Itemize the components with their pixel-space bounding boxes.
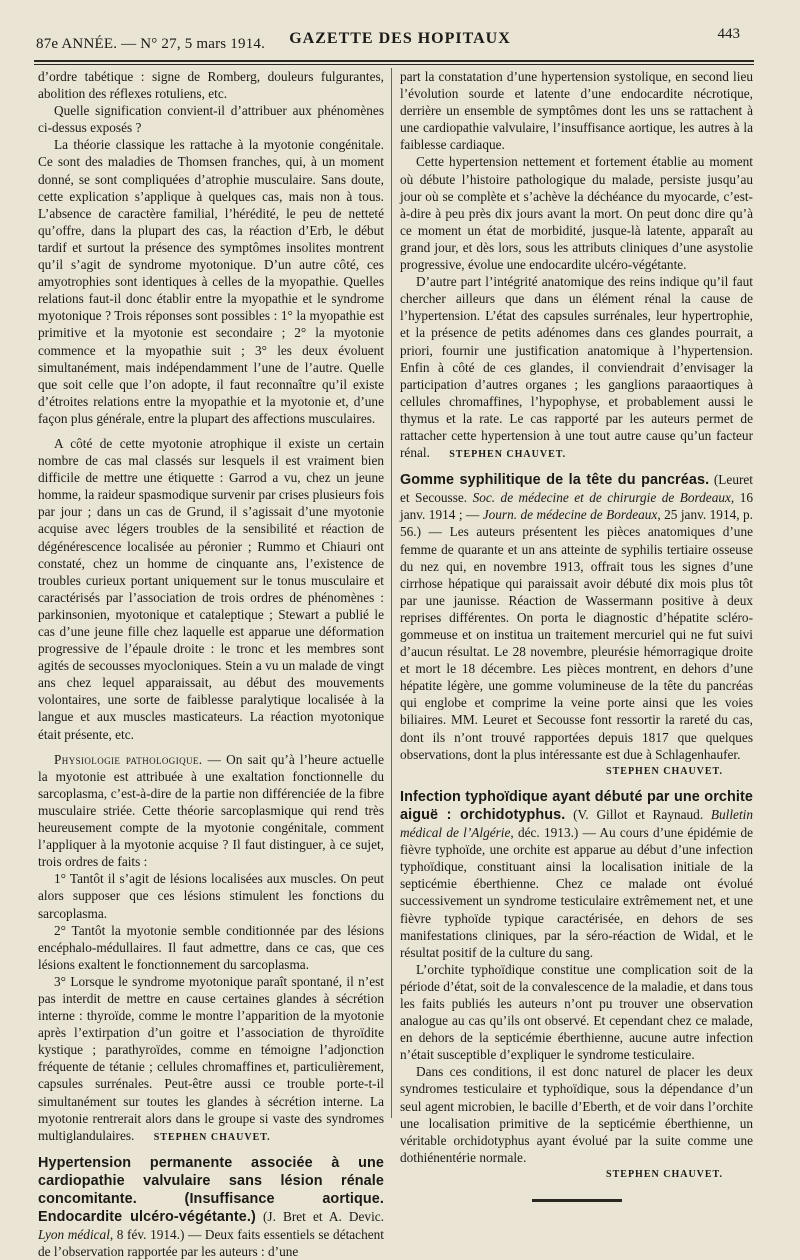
paragraph-text: , déc. 1913.) — Au cours d’une épidémie de fièvre typhoïde, une orchite est apparue au début d’une infection typhoïdique, constituant ainsi la localisation initiale de la septicémie éberthienne. Chez ce malade ont évolué successivement un syndrome testiculaire extrêmement net, et une fièvre typhoïde typique caractérisée, en dehors de ses manifestations cliniques, par la séro-réaction de Widal, et le résultat positif de la culture du sang. [400, 825, 753, 960]
paragraph: Dans ces conditions, il est donc naturel de placer les deux syndromes testiculaire et typhoïdique, sous la dépendance d’un seul agent microbien, le bacille d’Eberth, et de voir dans l’orchite une localisation primitive de la septicémie éberthienne, un véritable orchidotyphus ayant évolué par la suite comme une dothiénentérie normale. [400, 1064, 753, 1165]
paragraph-text: , 8 fév. 1914.) — Deux faits essentiels se détachent de l’observation rapportée par les auteurs : d’une [38, 1227, 384, 1260]
left-column [38, 68, 384, 1260]
section-label: Physiologie pathologique. [54, 751, 203, 767]
author-signature: STEPHEN CHAUVET. [606, 1168, 723, 1180]
article-abstract [38, 1154, 384, 1260]
paragraph-text: , 16 janv. 1914 ; — [400, 490, 753, 523]
issue-info: 87e ANNÉE. — N° 27, 5 mars 1914. [36, 36, 266, 52]
header-rule-thick [34, 60, 754, 62]
column-divider [391, 68, 392, 1118]
paragraph: A côté de cette myotonie atrophique il existe un certain nombre de cas mal classés sur lesquels il est vraiment bien difficile de mettre une étiquette : Garrod a vu, chez un jeune homme, la raideur spasmodique survenir par crises plusieurs fois par jour ; dans un cas de Grund, il s’agissait d’une myotonie acquise avec légers troubles de la sensibilité et réaction de dégénérescence localisée au péronier ; Rummo et Chiauri ont constaté, chez un homme de cinquante ans, l’existence de troubles curieux portant uniquement sur le tonus musculaire et caractérisés par l’association de trois ordres de phénomènes : parkinsonien, myotonique et cataleptique ; Stewart a publié le cas d’une jeune fille chez laquelle est apparue une déformation progressive de l’épaule droite : le tronc et les membres sont agités de secousses myocloniques. Stein a vu un malade de vingt ans chez lequel apparaissait, au début des mouvements volontaires, une sorte de faiblesse paralytique localisée à la langue et aux muscles masticateurs. La réaction myotonique était présente, etc. [38, 435, 384, 742]
paragraph: part la constatation d’une hypertension systolique, en second lieu l’évolution sourde et latente d’une endocardite nécrotique, derrière un ensemble de symptômes dont les uns se rattachent à une cardiopathie valvulaire, l’insuffisance aortique, les autres à la faiblesse cardiaque. [400, 69, 753, 153]
paragraph-text: 3° Lorsque le syndrome myotonique paraît spontané, il n’est pas interdit de mettre en cause certaines glandes à sécrétion interne : thyroïde, comme le montre l’apparition de la myotonie après l’extirpation d’un goitre et l’association de thyroïdite kystique ; parathyroïdes, comme en témoigne l’adjonction fréquente de tétanie ; cellules chromaffines et, particulièrement, capsules surrénales. Peut-être aussi ce trouble porte-t-il simultanément sur toutes les glandes à sécrétion interne. La myotonie rentrerait alors dans le groupe si vaste des syndromes multiglandulaires. [38, 973, 384, 1143]
paragraph: Cette hypertension nettement et fortement établie au moment où débute l’histoire pathologique du malade, persiste jusqu’au jour où se complète et s’achève la déchéance du myocarde, c’est-à-dire à peu près dix jours avant la mort. On peut donc dire qu’à ce moment un état de morbidité, jusque-là latente, apparaît au grand jour, et dès lors, sous les attributs cliniques d’une asystolie progressive, évolue une endocardite ulcéro-végétante. [400, 154, 753, 273]
page-number: 443 [717, 26, 740, 42]
paragraph: La théorie classique les rattache à la myotonie congénitale. Ce sont des maladies de Thomsen franches, qui, à un moment donné, se sont compliquées d’atrophie musculaire. Sans doute, cette explication s’applique à quelques cas, mais non à tous. L’absence de caractère familial, l’hérédité, le peu de netteté qu’offre, dans la plupart des cas, la réaction d’Erb, le début tardif et surtout la présence des symptômes insolites montrent qu’il s’agit de syndrome myotonique. D’un autre côté, ces amyotrophies sont identiques à celles de la myopathie. Quelles relations faut-il donc établir entre la myopathie et le syndrome myotonique ? Trois réponses sont possibles : 1° la myopathie est primitive et la myotonie est secondaire ; 2° la myotonie commence et la myopathie suit ; 3° les deux évoluent simultanément, mais indépendamment l’une de l’autre. Quelle que soit celle que l’on adopte, il faut reconnaître qu’il existe d’étroites relations entre la myopathie et la myotonie et, d’une façon plus générale, entre la plupart des affections musculaires. [38, 137, 384, 426]
paragraph: 2° Tantôt la myotonie semble conditionnée par des lésions encéphalo-médullaires. Il faut admettre, dans ce cas, que ces lésions exaltent le fonctionnement du sarcoplasma. [38, 922, 384, 972]
article-abstract [400, 788, 753, 961]
author-signature: STEPHEN CHAUVET. [606, 765, 723, 777]
author-signature: STEPHEN CHAUVET. [449, 449, 567, 461]
paragraph [38, 973, 384, 1146]
paragraph: L’orchite typhoïdique constitue une complication soit de la période d’état, soit de la convalescence de la maladie, et dans tous les faits publiés les auteurs n’ont pu trouver une observation analogue au cas qu’ils ont observé. Et cependant chez ce malade, en dehors de la septicémie éberthienne, aucune autre infection n’était susceptible d’expliquer le syndrome testiculaire. [400, 961, 753, 1063]
article-heading: Gomme syphilitique de la tête du pancréas. [400, 472, 710, 489]
paragraph [38, 751, 384, 871]
paragraph-text: , 25 janv. 1914, p. 56.) — Les auteurs présentent les pièces anatomiques d’une femme de quarante et un ans atteinte de syphilis tertiaire osseuse du nez qui, en novembre 1913, offrait tous les signes d’une cirrhose hépatique qui paraissait avoir débuté dix mois plus tôt par une jaunisse. Réaction de Wassermann positive à deux reprises différentes. On porta le diagnostic d’hépatite scléro-gommeuse et on institua un traitement mercuriel qui ne fut suivi d’aucun résultat. Le 28 novembre, pleurésie hémorragique droite et mort le 18 décembre. Les pièces montrent, en dehors d’une hépatite légère, une gomme volumineuse de la tête du pancréas qui englobe et comprime la veine porte ainsi que les voies biliaires. MM. Leuret et Secousse font ressortir la rareté du cas, dont ils n’ont trouvé rapportées depuis 1817 que quelques observations, dont la plus intéressante est due à Schlagenhaufer. [400, 507, 753, 762]
journal-name: Lyon médical [38, 1227, 110, 1243]
article-heading: Hypertension permanente associée à une cardiopathie valvulaire sans lésion rénale concomitante. (Insuffisance aortique. Endocardite ulcéro-végétante.) [38, 1154, 384, 1226]
article-authors: (V. Gillot et Raynaud. [565, 806, 711, 822]
paragraph-text: — On sait qu’à l’heure actuelle la myotonie est attribuée à une exaltation fonctionnelle du sarcoplasma, c’est-à-dire de la partie non différenciée de la fibre musculaire striée. Cette théorie sarcoplasmique qui rend très heureusement compte de la myotonie congénitale, comment l’appliquer à la myotonie acquise ? Il faut distinguer, à ce sujet, trois ordres de faits : [38, 751, 384, 870]
paragraph: 1° Tantôt il s’agit de lésions localisées aux muscles. On peut alors supposer que ces lésions stimulent les fonctions du sarcoplasma. [38, 871, 384, 921]
journal-name: Soc. de médecine et de chirurgie de Bordeaux [472, 490, 731, 506]
paragraph: d’ordre tabétique : signe de Romberg, douleurs fulgurantes, abolition des réflexes rotuliens, etc. [38, 69, 384, 102]
page-header [30, 26, 770, 56]
journal-title: GAZETTE DES HOPITAUX [289, 30, 511, 47]
journal-name: Bulletin médical de l’Algérie [400, 806, 753, 841]
paragraph-text: D’autre part l’intégrité anatomique des reins indique qu’il faut chercher ailleurs que dans un élément rénal la cause de l’hypertension. L’état des capsules surrénales, leur hypertrophie, et la présence de petits adénomes dans ces glandes pourrait, a priori, fournir une justification anatomique à l’hypertension. Enfin à côté de ces glandes, il conviendrait d’envisager la participation d’autres organes ; les ganglions paraaortiques à cellules chromaffines, l’hypophyse, et probablement aussi le thymus et la rate. Le cas rapporté par les auteurs permet de rattacher cette hypertension à une tout autre cause qu’un facteur rénal. [400, 274, 753, 461]
header-rule-thin [34, 64, 754, 65]
end-ornament-rule [532, 1199, 622, 1202]
paragraph: Quelle signification convient-il d’attribuer aux phénomènes ci-dessus exposés ? [38, 103, 384, 136]
article-heading: Infection typhoïdique ayant débuté par une orchite aiguë : orchidotyphus. [400, 788, 753, 823]
journal-name: Journ. de médecine de Bordeaux [482, 507, 658, 523]
article-abstract [400, 471, 753, 763]
paragraph [400, 273, 753, 463]
author-signature: STEPHEN CHAUVET. [153, 1131, 271, 1143]
right-column [400, 68, 753, 1202]
article-authors: (J. Bret et A. Devic. [255, 1209, 384, 1225]
article-authors: (Leuret et Secousse. [400, 472, 754, 506]
